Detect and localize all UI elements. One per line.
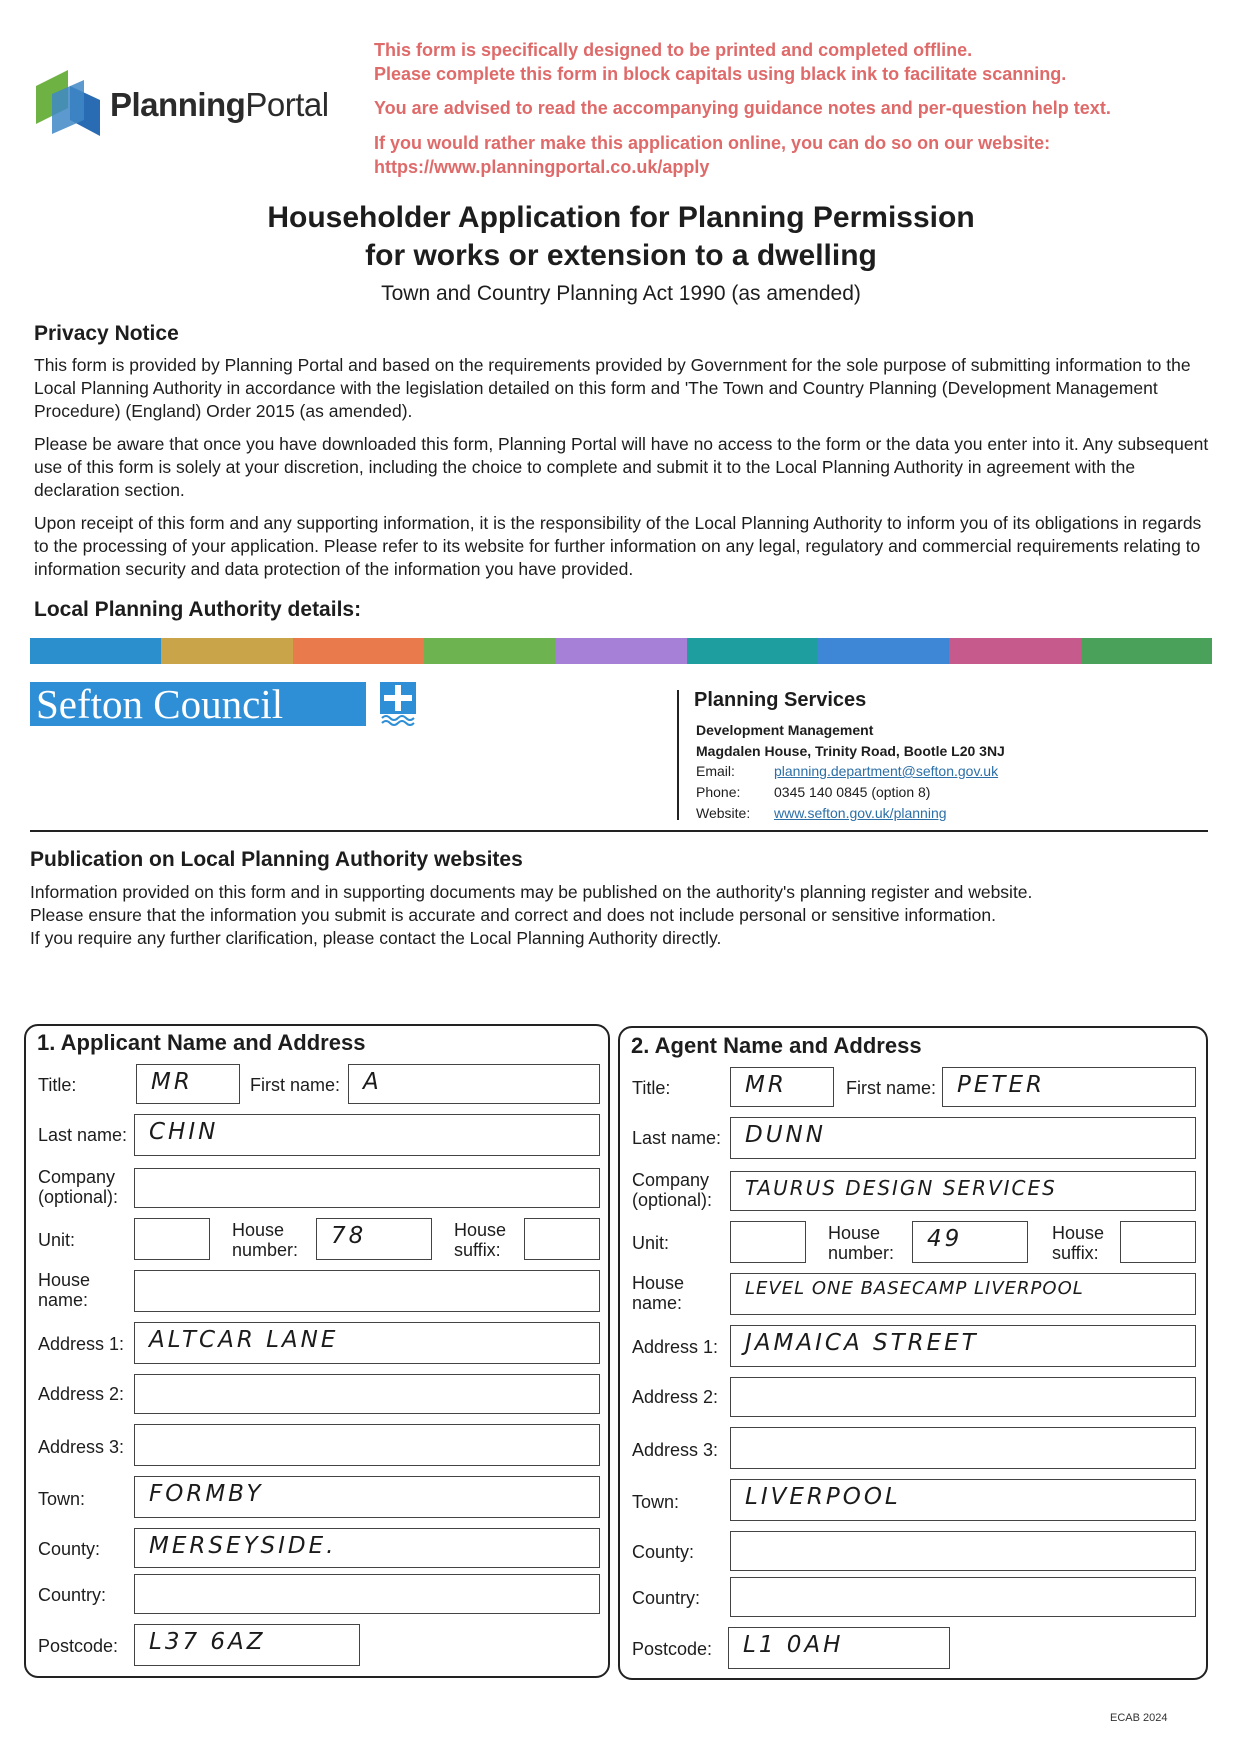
applicant-address-1-label: Address 1:	[38, 1334, 125, 1354]
agent-county-label: County:	[632, 1542, 695, 1562]
applicant-address-1-field[interactable]	[134, 1322, 600, 1364]
applicant-last-name-value: CHIN	[149, 1119, 219, 1145]
applicant-county-value: MERSEYSIDE.	[149, 1533, 337, 1559]
sefton-council-logo: Sefton Council	[30, 682, 366, 726]
applicant-company-field[interactable]	[134, 1168, 600, 1208]
email-link[interactable]: planning.department@sefton.gov.uk	[774, 763, 999, 779]
planning-portal-logo	[34, 64, 334, 144]
agent-address-1-field[interactable]	[730, 1325, 1196, 1367]
applicant-house-name-label-1: House	[38, 1270, 91, 1290]
privacy-paragraph-1: This form is provided by Planning Portal and based on the requirements provided by Government for the sole purpose of submitting information to the Local Planning Authority in accordance with the legislation detailed on this form and 'The Town and Country Planning (Development Management Procedure) (England) Order 2015 (as amended).	[34, 355, 1191, 421]
applicant-house-number-label-1: House	[232, 1220, 285, 1240]
color-bar-segment	[30, 638, 161, 664]
agent-address-2-label: Address 2:	[632, 1387, 719, 1407]
agent-company-label-2: (optional):	[632, 1190, 713, 1210]
applicant-title-value: MR	[151, 1069, 193, 1095]
publication-line-3: If you require any further clarification, please contact the Local Planning Authority directly.	[30, 928, 722, 948]
agent-address-3-field[interactable]	[730, 1427, 1196, 1469]
phone-label: Phone:	[696, 784, 741, 800]
phone-value: 0345 140 0845 (option 8)	[774, 784, 931, 800]
color-bar-segment	[293, 638, 424, 664]
notice-online: If you would rather make this application online, you can do so on our website:	[374, 133, 1051, 153]
notice-block-capitals: Please complete this form in block capitals using black ink to facilitate scanning.	[374, 64, 1067, 84]
agent-house-suffix-label-2: suffix:	[1052, 1243, 1099, 1263]
applicant-address-2-label: Address 2:	[38, 1384, 125, 1404]
applicant-house-suffix-label-2: suffix:	[454, 1240, 501, 1260]
notice-guidance: You are advised to read the accompanying guidance notes and per-question help text.	[374, 98, 1111, 118]
website-label: Website:	[696, 805, 751, 821]
applicant-first-name-value: A	[363, 1069, 382, 1095]
applicant-county-label: County:	[38, 1539, 101, 1559]
applicant-house-number-label-2: number:	[232, 1240, 299, 1260]
agent-country-field[interactable]	[730, 1577, 1196, 1617]
color-bar-segment	[424, 638, 555, 664]
logo-wordmark: PlanningPortal	[110, 86, 329, 123]
agent-house-suffix-field[interactable]	[1120, 1221, 1196, 1263]
form-subtitle: Town and Country Planning Act 1990 (as amended)	[381, 282, 861, 305]
department: Development Management	[696, 722, 874, 738]
agent-town-value: LIVERPOOL	[745, 1484, 901, 1510]
applicant-house-number-field[interactable]	[316, 1218, 432, 1260]
agent-first-name-value: PETER	[957, 1072, 1045, 1098]
applicant-country-field[interactable]	[134, 1574, 600, 1614]
applicant-first-name-field[interactable]	[348, 1064, 600, 1104]
agent-first-name-label: First name:	[846, 1078, 937, 1098]
agent-postcode-label: Postcode:	[632, 1639, 713, 1659]
form-title-line-2: for works or extension to a dwelling	[365, 239, 877, 272]
agent-unit-field[interactable]	[730, 1221, 806, 1263]
applicant-town-value: FORMBY	[149, 1481, 264, 1507]
applicant-company-label-2: (optional):	[38, 1187, 119, 1207]
agent-address-1-value: JAMAICA STREET	[745, 1330, 979, 1356]
agent-house-name-value: LEVEL ONE BASECAMP LIVERPOOL	[745, 1278, 1084, 1299]
website-link[interactable]: www.sefton.gov.uk/planning	[774, 805, 947, 821]
agent-postcode-value: L1 0AH	[743, 1632, 844, 1658]
lpa-address: Magdalen House, Trinity Road, Bootle L20 3NJ	[696, 743, 1005, 759]
applicant-address-1-value: ALTCAR LANE	[149, 1327, 339, 1353]
applicant-postcode-field[interactable]	[134, 1624, 360, 1666]
email-label: Email:	[696, 763, 735, 779]
applicant-house-suffix-label-1: House	[454, 1220, 507, 1240]
form-title-line-1: Householder Application for Planning Permission	[267, 201, 975, 234]
agent-town-field[interactable]	[730, 1479, 1196, 1521]
applicant-address-3-field[interactable]	[134, 1424, 600, 1466]
agent-house-suffix-label-1: House	[1052, 1223, 1105, 1243]
agent-last-name-label: Last name:	[632, 1128, 722, 1148]
privacy-paragraph-2: Please be aware that once you have downloaded this form, Planning Portal will have no access to the form or the data you enter into it. Any subsequent use of this form is solely at your discretion, including the choice to complete and submit it to the Local Planning Authority in agreement with the declaration section.	[34, 434, 1209, 500]
agent-address-2-field[interactable]	[730, 1377, 1196, 1417]
applicant-town-field[interactable]	[134, 1476, 600, 1518]
agent-heading: 2. Agent Name and Address	[631, 1033, 922, 1058]
applicant-heading: 1. Applicant Name and Address	[37, 1030, 366, 1055]
applicant-unit-field[interactable]	[134, 1218, 210, 1260]
applicant-unit-label: Unit:	[38, 1230, 76, 1250]
applicant-title-field[interactable]	[136, 1064, 240, 1104]
applicant-address-3-label: Address 3:	[38, 1437, 125, 1457]
color-bar-segment	[818, 638, 949, 664]
agent-country-label: Country:	[632, 1588, 701, 1608]
agent-first-name-field[interactable]	[942, 1067, 1196, 1107]
agent-company-field[interactable]	[730, 1171, 1196, 1211]
agent-title-value: MR	[745, 1072, 787, 1098]
applicant-last-name-field[interactable]	[134, 1114, 600, 1156]
publication-heading: Publication on Local Planning Authority websites	[30, 848, 523, 871]
divider	[677, 690, 679, 820]
applicant-company-label-1: Company	[38, 1167, 116, 1187]
agent-company-label-1: Company	[632, 1170, 710, 1190]
color-bar-segment	[1081, 638, 1212, 664]
color-bar-segment	[555, 638, 686, 664]
applicant-postcode-label: Postcode:	[38, 1636, 119, 1656]
applicant-house-number-value: 78	[331, 1223, 367, 1249]
publication-line-2: Please ensure that the information you submit is accurate and correct and does not include personal or sensitive information.	[30, 905, 996, 925]
notice-offline: This form is specifically designed to be printed and completed offline.	[374, 40, 973, 60]
applicant-address-2-field[interactable]	[134, 1374, 600, 1414]
planning-portal-logo-icon	[34, 64, 104, 144]
applicant-postcode-value: L37 6AZ	[149, 1629, 266, 1655]
color-bar	[30, 638, 1212, 664]
agent-company-value: TAURUS DESIGN SERVICES	[745, 1176, 1057, 1200]
agent-house-number-label-2: number:	[828, 1243, 895, 1263]
council-crest-icon	[380, 682, 416, 726]
applicant-county-field[interactable]	[134, 1528, 600, 1568]
agent-address-1-label: Address 1:	[632, 1337, 719, 1357]
color-bar-segment	[687, 638, 818, 664]
privacy-heading: Privacy Notice	[34, 322, 179, 345]
planning-services-title: Planning Services	[694, 689, 867, 711]
agent-last-name-value: DUNN	[745, 1122, 826, 1148]
lpa-heading: Local Planning Authority details:	[34, 598, 362, 621]
agent-last-name-field[interactable]	[730, 1117, 1196, 1159]
agent-house-name-label-2: name:	[632, 1293, 683, 1313]
notice-online-url[interactable]: https://www.planningportal.co.uk/apply	[374, 157, 710, 177]
agent-town-label: Town:	[632, 1492, 680, 1512]
section-divider	[30, 830, 1208, 832]
applicant-house-suffix-field[interactable]	[524, 1218, 600, 1260]
form-code: ECAB 2024	[1110, 1712, 1168, 1724]
agent-unit-label: Unit:	[632, 1233, 670, 1253]
applicant-town-label: Town:	[38, 1489, 86, 1509]
color-bar-segment	[949, 638, 1080, 664]
applicant-house-name-field[interactable]	[134, 1270, 600, 1312]
agent-title-label: Title:	[632, 1078, 671, 1098]
applicant-house-name-label-2: name:	[38, 1290, 89, 1310]
agent-house-name-field[interactable]	[730, 1273, 1196, 1315]
agent-postcode-field[interactable]	[728, 1627, 950, 1669]
applicant-last-name-label: Last name:	[38, 1125, 128, 1145]
publication-line-1: Information provided on this form and in supporting documents may be published on the authority's planning register and website.	[30, 882, 1033, 902]
agent-county-field[interactable]	[730, 1531, 1196, 1571]
privacy-paragraph-3: Upon receipt of this form and any supporting information, it is the responsibility of the Local Planning Authority to inform you of its obligations in regards to the processing of your application. Please refer to its website for further information on any legal, regulatory and commercial requirements relating to information security and data protection of the information you have provided.	[34, 513, 1202, 579]
applicant-first-name-label: First name:	[250, 1075, 341, 1095]
color-bar-segment	[161, 638, 292, 664]
agent-house-number-label-1: House	[828, 1223, 881, 1243]
agent-house-number-field[interactable]	[912, 1221, 1028, 1263]
applicant-title-label: Title:	[38, 1075, 77, 1095]
applicant-country-label: Country:	[38, 1585, 107, 1605]
agent-house-name-label-1: House	[632, 1273, 685, 1293]
agent-house-number-value: 49	[927, 1226, 963, 1252]
agent-title-field[interactable]	[730, 1067, 834, 1107]
agent-address-3-label: Address 3:	[632, 1440, 719, 1460]
